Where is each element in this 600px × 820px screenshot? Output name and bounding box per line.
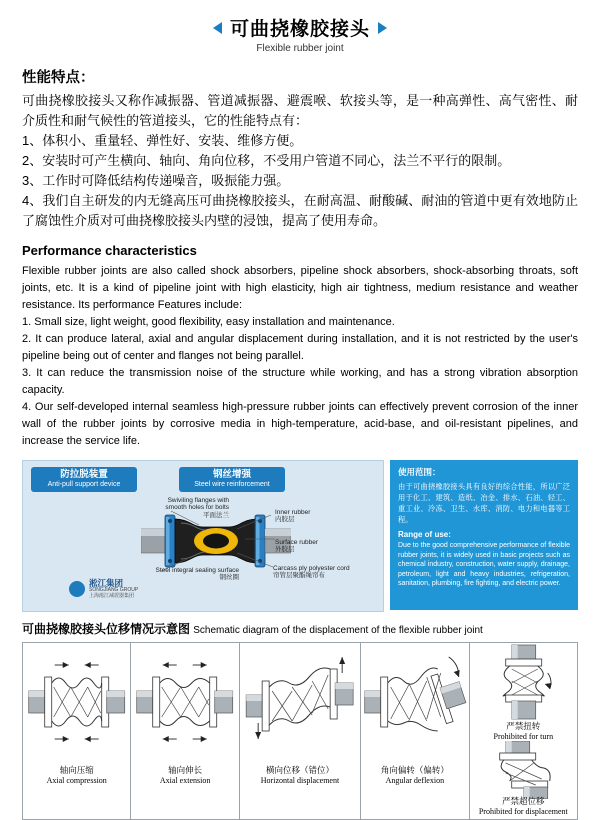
chinese-paragraph-2: 2、安装时可产生横向、轴向、角向位移，不受用户管道不同心，法兰不平行的限制。 bbox=[22, 153, 511, 168]
caption-angular-en: Angular deflexion bbox=[385, 775, 445, 785]
caption-axial-extension-cn: 轴向伸长 bbox=[168, 765, 203, 775]
company-logo bbox=[69, 579, 138, 599]
chinese-heading: 性能特点： bbox=[22, 70, 95, 86]
displacement-cell-prohibited bbox=[470, 643, 577, 819]
displacement-grid bbox=[22, 642, 578, 820]
displacement-heading-cn: 可曲挠橡胶接头位移情况示意图 bbox=[22, 622, 191, 636]
logo-sub: 上海淞江减震器集团 bbox=[89, 592, 135, 599]
title-chinese: 可曲挠橡胶接头 bbox=[229, 19, 370, 40]
displacement-cell-axial-compression bbox=[23, 643, 131, 819]
callout-sealing-en: Steel integral sealing surface bbox=[155, 567, 239, 574]
chinese-paragraph-0: 可曲挠橡胶接头又称作减振器、管道减振器、避震喉、软接头等，是一种高弹性、高气密性、耐介质性和耐气候性的管道接头，它的性能特点有： bbox=[22, 93, 578, 128]
chinese-paragraph-1: 1、体积小、重量轻、弹性好、安装、维修方便。 bbox=[22, 133, 303, 148]
callout-sealing-cn: 钢丝圈 bbox=[219, 574, 239, 582]
angular-deflexion-diagram bbox=[361, 643, 468, 761]
horizontal-displacement-diagram bbox=[240, 643, 360, 761]
usage-title-cn: 使用范围： bbox=[398, 467, 441, 477]
title-english: Flexible rubber joint bbox=[256, 43, 344, 54]
chinese-paragraph-4: 4、我们自主研发的内无缝高压可曲挠橡胶接头，在耐高温、耐酸碱、耐油的管道中更有效地防止了腐蚀性介质对可曲挠橡胶接头内壁的浸蚀，提高了使用寿命。 bbox=[22, 193, 578, 228]
caption-prohibited-turn-cn: 严禁扭转 bbox=[506, 721, 541, 731]
displacement-cell-angular bbox=[361, 643, 469, 819]
caption-prohibited-turn-en: Prohibited for turn bbox=[493, 731, 554, 741]
callout-inner-rubber-en: Inner rubber bbox=[275, 509, 311, 516]
callout-sealing bbox=[143, 567, 239, 582]
callout-carcass-ply-cn: 帘管层聚酯绳帘布 bbox=[273, 572, 325, 580]
product-diagram bbox=[22, 460, 384, 612]
callout-inner-rubber bbox=[275, 509, 375, 524]
caption-horizontal-en: Horizontal displacement bbox=[260, 775, 340, 785]
badge-anti-pull-cn: 防拉脱装置 bbox=[60, 469, 108, 480]
callout-carcass-ply bbox=[273, 565, 379, 580]
displacement-heading bbox=[22, 620, 578, 637]
chinese-paragraph-3: 3、工作时可降低结构传递噪音，吸振能力强。 bbox=[22, 173, 290, 188]
callout-flanges-cn: 平面法兰 bbox=[203, 511, 229, 519]
page-title bbox=[0, 0, 600, 54]
logo-cn: 淞江集团 bbox=[89, 578, 124, 588]
caption-horizontal-cn: 横向位移（错位） bbox=[265, 765, 334, 775]
badge-steel-wire-cn: 钢丝增强 bbox=[212, 469, 251, 480]
usage-body-cn: 由于可曲挠橡胶接头具有良好的综合性能，所以广泛用于化工、建筑、造纸、冶金、排水、石油、轻工、重工业、冷冻、卫生、水库、消防、电力和电器等工程。 bbox=[398, 482, 570, 524]
caption-prohibited-displacement bbox=[470, 796, 577, 817]
caption-angular-cn: 角向偏转（偏转） bbox=[380, 765, 449, 775]
callout-flanges bbox=[151, 497, 229, 519]
callout-surface-rubber bbox=[275, 539, 375, 554]
logo-en: SONGJIANG GROUP bbox=[89, 587, 139, 594]
usage-range-panel bbox=[390, 460, 578, 610]
callout-flanges-en1: Swiviling flanges with bbox=[167, 497, 229, 504]
caption-axial-compression bbox=[23, 765, 130, 786]
english-paragraph-4: 4. Our self-developed internal seamless high-pressure rubber joints can effectively prevent corrosion of the inner wall of the rubber joints by corrosive media in high-temperature, acid-base, and oil-resistant pipelines, and increase the service life. bbox=[22, 401, 578, 447]
triangle-left-icon bbox=[213, 22, 222, 34]
usage-body-en: Due to the good comprehensive performance of flexible rubber joints, it is widely used in basic projects such as chemical industry, construction, water supply, drainage, petroleum, light and heavy industries, refrigeration, sanitation, plumbing, fire fighting, and electric power. bbox=[398, 542, 570, 588]
caption-angular bbox=[361, 765, 468, 786]
displacement-cell-horizontal bbox=[240, 643, 361, 819]
badge-anti-pull-en: Anti-pull support device bbox=[47, 480, 121, 488]
displacement-cell-axial-extension bbox=[131, 643, 239, 819]
callout-carcass-ply-en: Carcass ply polyester cord bbox=[273, 565, 350, 572]
caption-axial-extension-en: Axial extension bbox=[159, 775, 211, 785]
english-paragraph-2: 2. It can produce lateral, axial and angular displacement during installation, and it is not restricted by the user's pipeline being out of center and flanges not being parallel. bbox=[22, 333, 578, 362]
chinese-section bbox=[22, 66, 578, 231]
axial-extension-diagram bbox=[131, 643, 238, 761]
english-section bbox=[22, 243, 578, 450]
caption-axial-extension bbox=[131, 765, 238, 786]
callout-surface-rubber-cn: 外胶层 bbox=[275, 546, 295, 554]
caption-prohibited-displacement-en: Prohibited for displacement bbox=[478, 807, 568, 816]
english-heading: Performance characteristics bbox=[22, 243, 197, 258]
axial-compression-diagram bbox=[23, 643, 130, 761]
prohibited-displacement-diagram bbox=[470, 741, 577, 799]
displacement-heading-en: Schematic diagram of the displacement of the flexible rubber joint bbox=[193, 625, 483, 636]
logo-mark-icon bbox=[69, 581, 85, 597]
english-paragraph-3: 3. It can reduce the transmission noise of the structure while working, and has a strong vibration absorption capacity. bbox=[22, 367, 578, 396]
badge-anti-pull bbox=[31, 467, 137, 492]
triangle-right-icon bbox=[378, 22, 387, 34]
usage-title-en: Range of use: bbox=[398, 530, 451, 539]
figure-panel bbox=[22, 460, 578, 610]
callout-inner-rubber-cn: 内胶层 bbox=[275, 516, 295, 524]
badge-steel-wire bbox=[179, 467, 285, 492]
caption-prohibited-displacement-cn: 严禁超位移 bbox=[502, 796, 545, 807]
prohibited-turn-diagram bbox=[470, 643, 577, 721]
caption-horizontal bbox=[240, 765, 360, 786]
caption-prohibited-turn bbox=[470, 721, 577, 742]
callout-surface-rubber-en: Surface rubber bbox=[275, 539, 318, 546]
english-paragraph-1: 1. Small size, light weight, good flexibility, easy installation and maintenance. bbox=[22, 316, 395, 328]
callout-flanges-en2: smooth holes for bolts bbox=[165, 504, 229, 512]
english-paragraph-0: Flexible rubber joints are also called shock absorbers, pipeline shock absorbers, shock-absorbing throats, soft joints, etc. It is a kind of pipeline joint with high elasticity, high air tightness, medium resistance and weather resistance. Its performance Features include: bbox=[22, 265, 578, 311]
badge-steel-wire-en: Steel wire reinforcement bbox=[194, 480, 270, 488]
caption-axial-compression-cn: 轴向压缩 bbox=[59, 765, 94, 775]
caption-axial-compression-en: Axial compression bbox=[46, 775, 107, 785]
